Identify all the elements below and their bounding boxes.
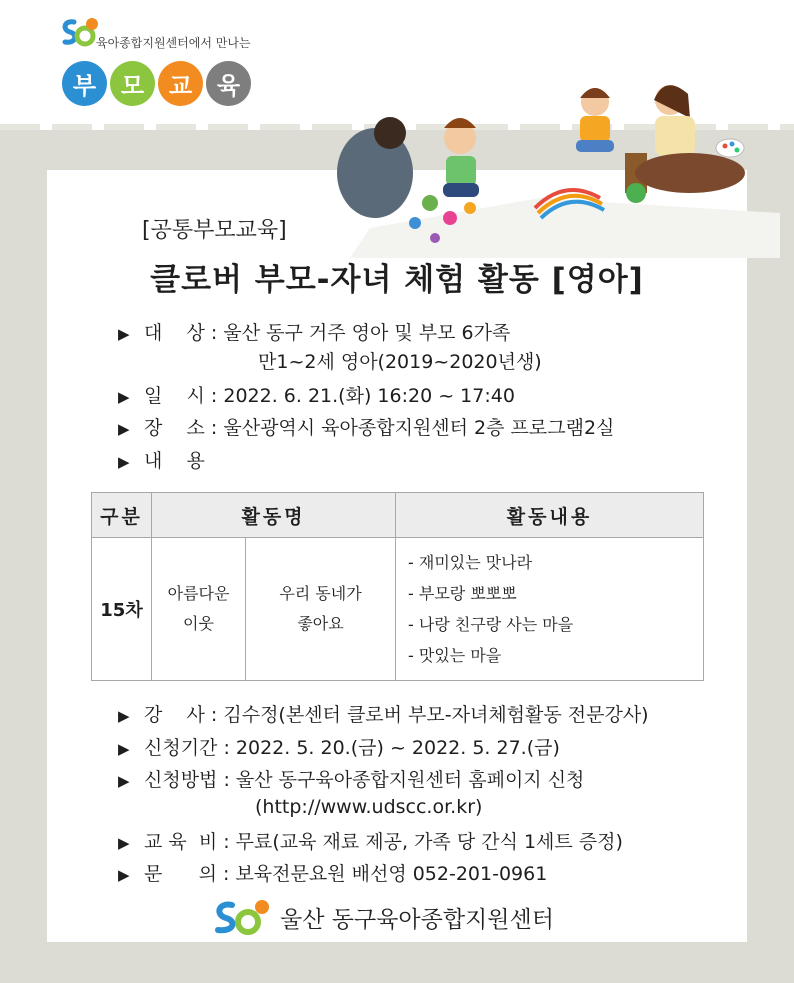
footer-logo (210, 897, 554, 937)
arrow-icon: ▶ (118, 772, 130, 790)
badge-mo: 모 (110, 61, 155, 106)
activity-name-line: 이웃 (183, 614, 214, 633)
info-value: : 보육전문요원 배선영 052-201-0961 (223, 863, 548, 885)
arrow-icon: ▶ (118, 388, 130, 406)
activity-list-cell (396, 538, 704, 681)
info-label: 신청방법 (144, 769, 218, 791)
activity-theme-line: 좋아요 (297, 614, 344, 633)
activity-theme-cell (246, 538, 396, 681)
info-target-line2: 만1~2세 영아(2019~2020년생) (258, 351, 542, 373)
list-item: - 부모랑 뽀뽀뽀 (408, 584, 517, 603)
column-header: 활동내용 (396, 493, 704, 538)
info-instructor (118, 700, 649, 727)
badge-gyo: 교 (158, 61, 203, 106)
info-date (118, 381, 515, 408)
arrow-icon: ▶ (118, 420, 130, 438)
info-label: 문 의 (144, 863, 217, 885)
info-fee (118, 827, 623, 854)
info-value: : 울산 동구 거주 영아 및 부모 6가족 (210, 322, 511, 344)
badge-bu: 부 (62, 61, 107, 106)
info-method (118, 765, 584, 792)
column-header: 활동명 (152, 493, 396, 538)
center-logo-icon (210, 897, 274, 937)
info-value: : 2022. 6. 21.(화) 16:20 ~ 17:40 (210, 385, 515, 407)
info-value: : 울산 동구육아종합지원센터 홈페이지 신청 (223, 769, 585, 791)
page-title: 클로버 부모-자녀 체험 활동 [영아] (150, 262, 644, 298)
activity-name-cell (152, 538, 246, 681)
activity-name-line: 아름다운 (167, 584, 230, 603)
info-label: 대 상 (144, 322, 205, 344)
info-value: : 김수정(본센터 클로버 부모-자녀체험활동 전문강사) (210, 704, 649, 726)
info-value: : 울산광역시 육아종합지원센터 2층 프로그램2실 (210, 417, 615, 439)
info-value: : 2022. 5. 20.(금) ~ 2022. 5. 27.(금) (223, 737, 560, 759)
badge-yuk: 육 (206, 61, 251, 106)
activity-table (91, 492, 704, 681)
column-header: 구분 (92, 493, 152, 538)
info-place (118, 413, 614, 440)
program-badges (62, 61, 254, 106)
info-label: 일 시 (144, 385, 205, 407)
list-item: - 맛있는 마을 (408, 646, 502, 665)
arrow-icon: ▶ (118, 453, 130, 471)
info-label: 장 소 (144, 417, 205, 439)
session-cell: 15차 (92, 538, 152, 681)
family-painting-illustration (310, 78, 780, 258)
info-label: 내 용 (144, 450, 205, 472)
info-contact (118, 859, 547, 886)
info-target (118, 318, 510, 345)
program-category: [공통부모교육] (142, 218, 287, 243)
table-header-row (92, 493, 704, 538)
info-value: : 무료(교육 재료 제공, 가족 당 간식 1세트 증정) (223, 831, 623, 853)
arrow-icon: ▶ (118, 707, 130, 725)
info-content (118, 446, 205, 473)
arrow-icon: ▶ (118, 740, 130, 758)
apply-url: (http://www.udscc.or.kr) (255, 796, 483, 818)
arrow-icon: ▶ (118, 866, 130, 884)
logo-subtitle: 육아종합지원센터에서 만나는 (96, 36, 251, 50)
info-label: 신청기간 (144, 737, 218, 759)
info-period (118, 733, 560, 760)
arrow-icon: ▶ (118, 325, 130, 343)
table-row (92, 538, 704, 681)
info-label: 강 사 (144, 704, 205, 726)
arrow-icon: ▶ (118, 834, 130, 852)
activity-theme-line: 우리 동네가 (279, 584, 362, 603)
center-logo-icon (60, 16, 100, 50)
footer-org-name: 울산 동구육아종합지원센터 (280, 906, 554, 933)
list-item: - 나랑 친구랑 사는 마을 (408, 615, 574, 634)
info-label: 교 육 비 (144, 831, 218, 853)
list-item: - 재미있는 맛나라 (408, 553, 533, 572)
